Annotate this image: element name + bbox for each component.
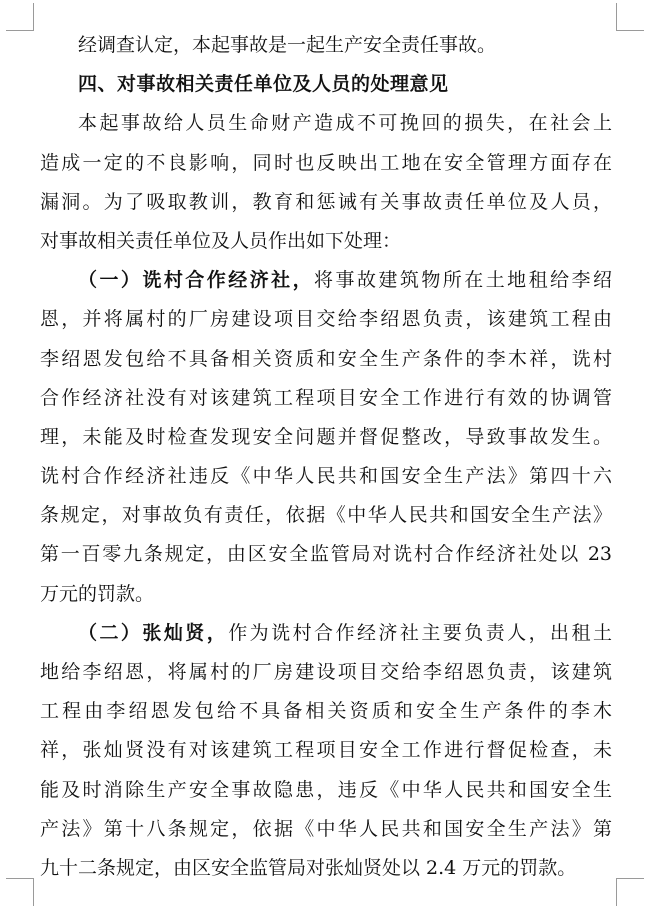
text-line: 九十二条规定，由区安全监管局对张灿贤处以 2.4 万元的罚款。 [40,856,577,879]
crop-mark-top-left-v [33,3,34,31]
item-text: 将事故建筑物所在土地租给李绍 [314,269,612,292]
text-line: 诜村合作经济社违反《中华人民共和国安全生产法》第四十六 [40,465,612,488]
text-line: 李绍恩发包给不具备相关资质和安全生产条件的李木祥，诜村 [40,347,612,370]
text-line: 地给李绍恩，将属村的厂房建设项目交给李绍恩负责，该建筑 [40,661,612,683]
item-text: 作为诜村合作经济社主要负责人，出租土 [228,621,612,644]
document-body [40,26,612,888]
text-line: 合作经济社没有对该建筑工程项目安全工作进行有效的协调管 [40,386,612,409]
text-line: 经调查认定，本起事故是一起生产安全责任事故。 [78,34,497,56]
text-line: 万元的罚款。 [40,582,155,605]
text-line: 恩，并将属村的厂房建设项目交给李绍恩负责，该建筑工程由 [40,308,612,331]
item-title: （一）诜村合作经济社， [78,269,315,292]
text-line: 产法》第十八条规定，依据《中华人民共和国安全生产法》第 [40,817,612,840]
text-line: 祥，张灿贤没有对该建筑工程项目安全工作进行督促检查，未 [40,739,612,762]
crop-mark-top-right-h [616,30,644,31]
text-line: 理，未能及时检查发现安全问题并督促整改，导致事故发生。 [40,425,612,448]
crop-mark-bottom-left-h [6,878,34,879]
crop-mark-bottom-left-v [33,878,34,906]
text-line: 工程由李绍恩发包给不具备相关资质和安全生产条件的李木 [40,700,612,723]
item-title: （二）张灿贤， [78,621,229,644]
text-line: 能及时消除生产安全事故隐患，违反《中华人民共和国安全生 [40,778,612,801]
text-line: 造成一定的不良影响，同时也反映出工地在安全管理方面存在 [40,151,612,174]
paragraph-lead-line [40,261,612,300]
text-line: 漏洞。为了吸取教训，教育和惩诫有关事故责任单位及人员， [40,190,612,213]
text-line: 本起事故给人员生命财产造成不可挽回的损失，在社会上 [78,112,612,135]
crop-mark-bottom-right-v [616,878,617,906]
crop-mark-top-left-h [6,30,34,31]
text-line: 第一百零九条规定，由区安全监管局对诜村合作经济社处以 23 [40,543,612,566]
text-line: 对事故相关责任单位及人员作出如下处理： [40,229,402,252]
crop-mark-top-right-v [616,3,617,31]
section-heading: 四、对事故相关责任单位及人员的处理意见 [78,73,449,96]
paragraph-lead-line [40,614,612,653]
text-line: 条规定，对事故负有责任，依据《中华人民共和国安全生产法》 [40,504,612,527]
crop-mark-bottom-right-h [616,878,644,879]
